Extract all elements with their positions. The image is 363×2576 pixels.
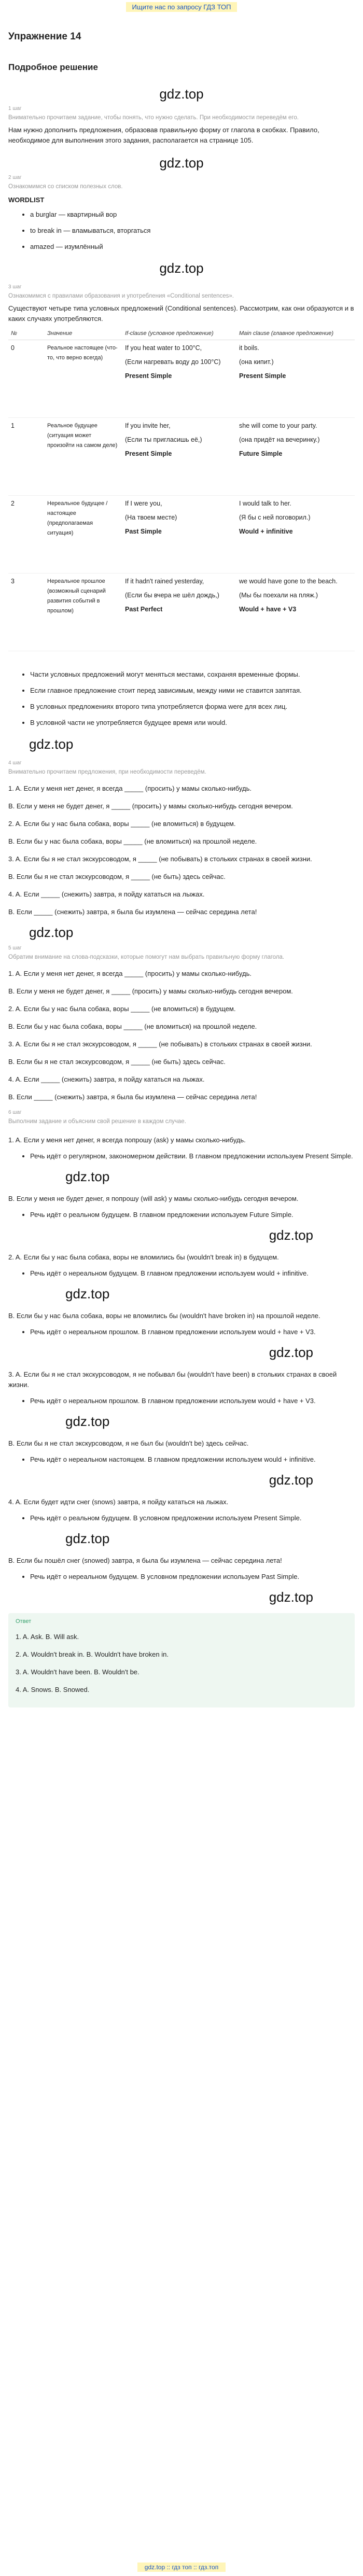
main-clause-example: I would talk to her. xyxy=(239,500,291,507)
answer-item: 1. A. Ask. B. Will ask. xyxy=(16,1633,79,1641)
conditionals-table xyxy=(8,327,355,651)
step-task: Обратим внимание на слова-подсказки, которые помогут нам выбрать правильную форму глагола. xyxy=(8,954,285,960)
wordlist-title: WORDLIST xyxy=(8,196,45,204)
table-header: № xyxy=(8,327,45,340)
table-row xyxy=(8,418,355,496)
table-row xyxy=(8,496,355,573)
watermark: gdz.top xyxy=(269,1472,313,1488)
watermark: gdz.top xyxy=(269,1227,313,1243)
if-clause-cell xyxy=(122,496,236,573)
exercise-sentence: 3. A. Если бы я не стал экскурсоводом, я _____ (не побывать) в стольких странах в своей жизни. xyxy=(8,855,312,863)
main-clause-cell xyxy=(236,340,355,418)
watermark: gdz.top xyxy=(29,925,74,940)
solution-explanation: • Речь идёт о нереальном будущем. В главном предложении используем would + infinitive. xyxy=(30,1268,355,1279)
hinted-sentence: B. Если у меня не будет денег, я _____ (просить) у мамы сколько-нибудь сегодня вечером. xyxy=(8,987,293,995)
solution-explanation: • Речь идёт о нереальном будущем. В условном предложении используем Past Simple. xyxy=(30,1571,355,1582)
notes-list xyxy=(8,669,355,728)
solution-sentence: 2. A. Если бы у нас была собака, воры не вломились бы (wouldn't break in) в будущем. xyxy=(8,1253,279,1261)
hinted-sentence: B. Если бы я не стал экскурсоводом, я _____ (не быть) здесь сейчас. xyxy=(8,1058,226,1066)
watermark: gdz.top xyxy=(65,1531,110,1546)
table-header: Main clause (главное предложение) xyxy=(236,327,355,340)
if-clause-tense: Present Simple xyxy=(125,372,172,380)
if-clause-tense: Past Perfect xyxy=(125,606,163,613)
solution-explanation: • Речь идёт о реальном будущем. В главном предложении используем Future Simple. xyxy=(30,1209,355,1220)
main-clause-translation: (она придёт на вечеринку.) xyxy=(239,436,320,443)
exercise-sentence: B. Если бы я не стал экскурсоводом, я _____ (не быть) здесь сейчас. xyxy=(8,873,226,880)
solution-sentence: B. Если бы у нас была собака, воры не вломились бы (wouldn't have broken in) на прошлой неделе. xyxy=(8,1312,320,1320)
note-item: • В условных предложениях второго типа употребляется форма were для всех лиц. xyxy=(30,701,355,712)
solution-explanation: • Речь идёт о нереальном прошлом. В главном предложении используем would + have + V3. xyxy=(30,1395,355,1406)
main-clause-cell xyxy=(236,418,355,496)
main-clause-example: it boils. xyxy=(239,344,259,352)
exercise-sentence: 1. A. Если у меня нет денег, я всегда _____ (просить) у мамы сколько-нибудь. xyxy=(8,785,252,792)
row-meaning: Реальное настоящее (что-то, что верно всегда) xyxy=(45,340,122,418)
wordlist-item: • amazed — изумлённый xyxy=(30,241,355,252)
if-clause-example: If it hadn't rained yesterday, xyxy=(125,578,204,585)
table-row xyxy=(8,573,355,651)
hinted-sentence: 4. A. Если _____ (снежить) завтра, я пойду кататься на лыжах. xyxy=(8,1075,205,1083)
solution-sentence: B. Если бы пошёл снег (snowed) завтра, я была бы изумлена — сейчас середина лета! xyxy=(8,1557,282,1564)
intro-text: Нам нужно дополнить предложения, образовав правильную форму от глагола в скобках. Правило, необходимое для выполнения этого задания, располагается на странице 105. xyxy=(8,126,319,144)
solution-explanation-list xyxy=(8,1209,355,1220)
solution-explanation-list xyxy=(8,1513,355,1523)
solutions-list xyxy=(8,1135,355,1605)
hinted-sentence: 3. A. Если бы я не стал экскурсоводом, я _____ (не побывать) в стольких странах в своей жизни. xyxy=(8,1040,312,1048)
if-clause-example: If I were you, xyxy=(125,500,162,507)
answer-box xyxy=(8,1613,355,1707)
exercise-hinted-list xyxy=(8,969,355,1102)
table-header: Значение xyxy=(45,327,122,340)
table-row xyxy=(8,340,355,418)
watermark: gdz.top xyxy=(65,1413,110,1429)
top-search-link[interactable]: Ищите нас по запросу ГДЗ ТОП xyxy=(126,2,238,12)
solution-explanation: • Речь идёт о регулярном, закономерном действии. В главном предложении используем Present Simple. xyxy=(30,1151,355,1161)
row-number: 0 xyxy=(8,340,45,418)
step-task: Внимательно прочитаем задание, чтобы понять, что нужно сделать. При необходимости переведём его. xyxy=(8,115,299,121)
wordlist-item: • a burglar — квартирный вор xyxy=(30,209,355,220)
exercise-sentence: B. Если у меня не будет денег, я _____ (просить) у мамы сколько-нибудь сегодня вечером. xyxy=(8,802,293,810)
main-clause-example: she will come to your party. xyxy=(239,422,317,429)
step-label: 1 шаг xyxy=(8,106,22,111)
wordlist-item: • to break in — вламываться, вторгаться xyxy=(30,225,355,236)
note-item: • Если главное предложение стоит перед зависимым, между ними не ставится запятая. xyxy=(30,685,355,696)
row-meaning: Нереальное будущее / настоящее (предполагаемая ситуация) xyxy=(45,496,122,573)
step-task: Выполним задание и объясним свой решение в каждом случае. xyxy=(8,1118,186,1125)
solution-sentence: 3. A. Если бы я не стал экскурсоводом, я не побывал бы (wouldn't have been) в стольких странах в своей жизни. xyxy=(8,1370,337,1389)
exercise-list xyxy=(8,783,355,917)
watermark: gdz.top xyxy=(159,155,204,171)
section-subtitle: Подробное решение xyxy=(8,62,98,72)
watermark: gdz.top xyxy=(65,1286,110,1301)
answer-label: Ответ xyxy=(16,1618,32,1625)
answer-item: 3. A. Wouldn't have been. B. Wouldn't be. xyxy=(16,1668,139,1676)
table-header-row xyxy=(8,327,355,340)
step-task: Ознакомимся с правилами образования и употребления «Conditional sentences». xyxy=(8,293,234,299)
solution-sentence: 1. A. Если у меня нет денег, я всегда попрошу (ask) у мамы сколько-нибудь. xyxy=(8,1136,246,1144)
watermark: gdz.top xyxy=(159,260,204,276)
if-clause-translation: (На твоем месте) xyxy=(125,514,177,521)
step-task: Ознакомимся со списком полезных слов. xyxy=(8,184,123,190)
note-item: • В условной части не употребляется будущее время или would. xyxy=(30,717,355,728)
main-clause-example: we would have gone to the beach. xyxy=(239,578,338,585)
answer-item: 2. A. Wouldn't break in. B. Wouldn't have broken in. xyxy=(16,1650,169,1658)
step-label: 6 шаг xyxy=(8,1110,22,1115)
solution-explanation-list xyxy=(8,1571,355,1582)
step-label: 5 шаг xyxy=(8,945,22,951)
exercise-sentence: B. Если _____ (снежить) завтра, я была бы изумлена — сейчас середина лета! xyxy=(8,908,257,916)
row-number: 3 xyxy=(8,573,45,651)
solution-explanation-list xyxy=(8,1395,355,1406)
hinted-sentence: 2. A. Если бы у нас была собака, воры _____ (не вломиться) в будущем. xyxy=(8,1005,236,1013)
row-number: 1 xyxy=(8,418,45,496)
footer xyxy=(0,2563,363,2572)
main-clause-translation: (Мы бы поехали на пляж.) xyxy=(239,592,318,599)
footer-links[interactable]: gdz.top :: гдз топ :: гдз.топ xyxy=(137,2563,226,2572)
table-header: If-clause (условное предложение) xyxy=(122,327,236,340)
main-clause-cell xyxy=(236,496,355,573)
exercise-sentence: 4. A. Если _____ (снежить) завтра, я пойду кататься на лыжах. xyxy=(8,890,205,898)
main-clause-tense: Future Simple xyxy=(239,450,283,457)
hinted-sentence: B. Если _____ (снежить) завтра, я была бы изумлена — сейчас середина лета! xyxy=(8,1093,257,1101)
watermark: gdz.top xyxy=(269,1345,313,1360)
if-clause-example: If you heat water to 100°C, xyxy=(125,344,202,352)
solution-explanation: • Речь идёт о нереальном настоящем. В главном предложении используем would + infinitive. xyxy=(30,1454,355,1465)
solution-explanation: • Речь идёт о нереальном прошлом. В главном предложении используем would + have + V3. xyxy=(30,1326,355,1337)
solution-sentence: 4. A. Если будет идти снег (snows) завтра, я пойду кататься на лыжах. xyxy=(8,1498,229,1506)
solution-sentence: B. Если у меня не будет денег, я попрошу (will ask) у мамы сколько-нибудь сегодня вечером. xyxy=(8,1195,299,1202)
solution-explanation-list xyxy=(8,1268,355,1279)
main-clause-translation: (Я бы с ней поговорил.) xyxy=(239,514,311,521)
step-label: 4 шаг xyxy=(8,760,22,766)
row-meaning: Реальное будущее (ситуация может произойти на самом деле) xyxy=(45,418,122,496)
watermark: gdz.top xyxy=(269,1589,313,1605)
row-number: 2 xyxy=(8,496,45,573)
step-task: Внимательно прочитаем предложения, при необходимости переведём. xyxy=(8,769,206,775)
solution-explanation: • Речь идёт о реальном будущем. В условном предложении используем Present Simple. xyxy=(30,1513,355,1523)
if-clause-cell xyxy=(122,418,236,496)
main-content xyxy=(0,31,363,1707)
solution-explanation-list xyxy=(8,1454,355,1465)
main-clause-cell xyxy=(236,573,355,651)
main-clause-translation: (она кипит.) xyxy=(239,358,274,366)
exercise-sentence: 2. A. Если бы у нас была собака, воры _____ (не вломиться) в будущем. xyxy=(8,820,236,828)
if-clause-translation: (Если нагревать воду до 100°C) xyxy=(125,358,221,366)
solution-sentence: B. Если бы я не стал экскурсоводом, я не был бы (wouldn't be) здесь сейчас. xyxy=(8,1439,249,1447)
solution-explanation-list xyxy=(8,1326,355,1337)
if-clause-example: If you invite her, xyxy=(125,422,171,429)
page-title: Упражнение 14 xyxy=(8,31,81,42)
hinted-sentence: 1. A. Если у меня нет денег, я всегда _____ (просить) у мамы сколько-нибудь. xyxy=(8,970,252,977)
main-clause-tense: Present Simple xyxy=(239,372,286,380)
main-clause-tense: Would + infinitive xyxy=(239,528,293,535)
answer-item: 4. A. Snows. B. Snowed. xyxy=(16,1686,90,1693)
main-clause-tense: Would + have + V3 xyxy=(239,606,297,613)
if-clause-cell xyxy=(122,573,236,651)
if-clause-tense: Past Simple xyxy=(125,528,162,535)
step-label: 3 шаг xyxy=(8,284,22,290)
hinted-sentence: B. Если бы у нас была собака, воры _____ (не вломиться) на прошлой неделе. xyxy=(8,1023,257,1030)
step-label: 2 шаг xyxy=(8,175,22,180)
if-clause-cell xyxy=(122,340,236,418)
solution-explanation-list xyxy=(8,1151,355,1161)
note-item: • Части условных предложений могут меняться местами, сохраняя временные формы. xyxy=(30,669,355,680)
watermark: gdz.top xyxy=(65,1169,110,1184)
watermark: gdz.top xyxy=(159,86,204,102)
top-banner xyxy=(0,0,363,13)
if-clause-translation: (Если ты пригласишь её,) xyxy=(125,436,202,443)
conditionals-intro: Существуют четыре типа условных предложений (Conditional sentences). Рассмотрим, как они образуются и в каких случаях употребляются. xyxy=(8,304,354,323)
row-meaning: Нереальное прошлое (возможный сценарий развития событий в прошлом) xyxy=(45,573,122,651)
if-clause-tense: Present Simple xyxy=(125,450,172,457)
wordlist xyxy=(8,209,355,252)
if-clause-translation: (Если бы вчера не шёл дождь,) xyxy=(125,592,219,599)
watermark: gdz.top xyxy=(29,736,74,752)
exercise-sentence: B. Если бы у нас была собака, воры _____ (не вломиться) на прошлой неделе. xyxy=(8,837,257,845)
